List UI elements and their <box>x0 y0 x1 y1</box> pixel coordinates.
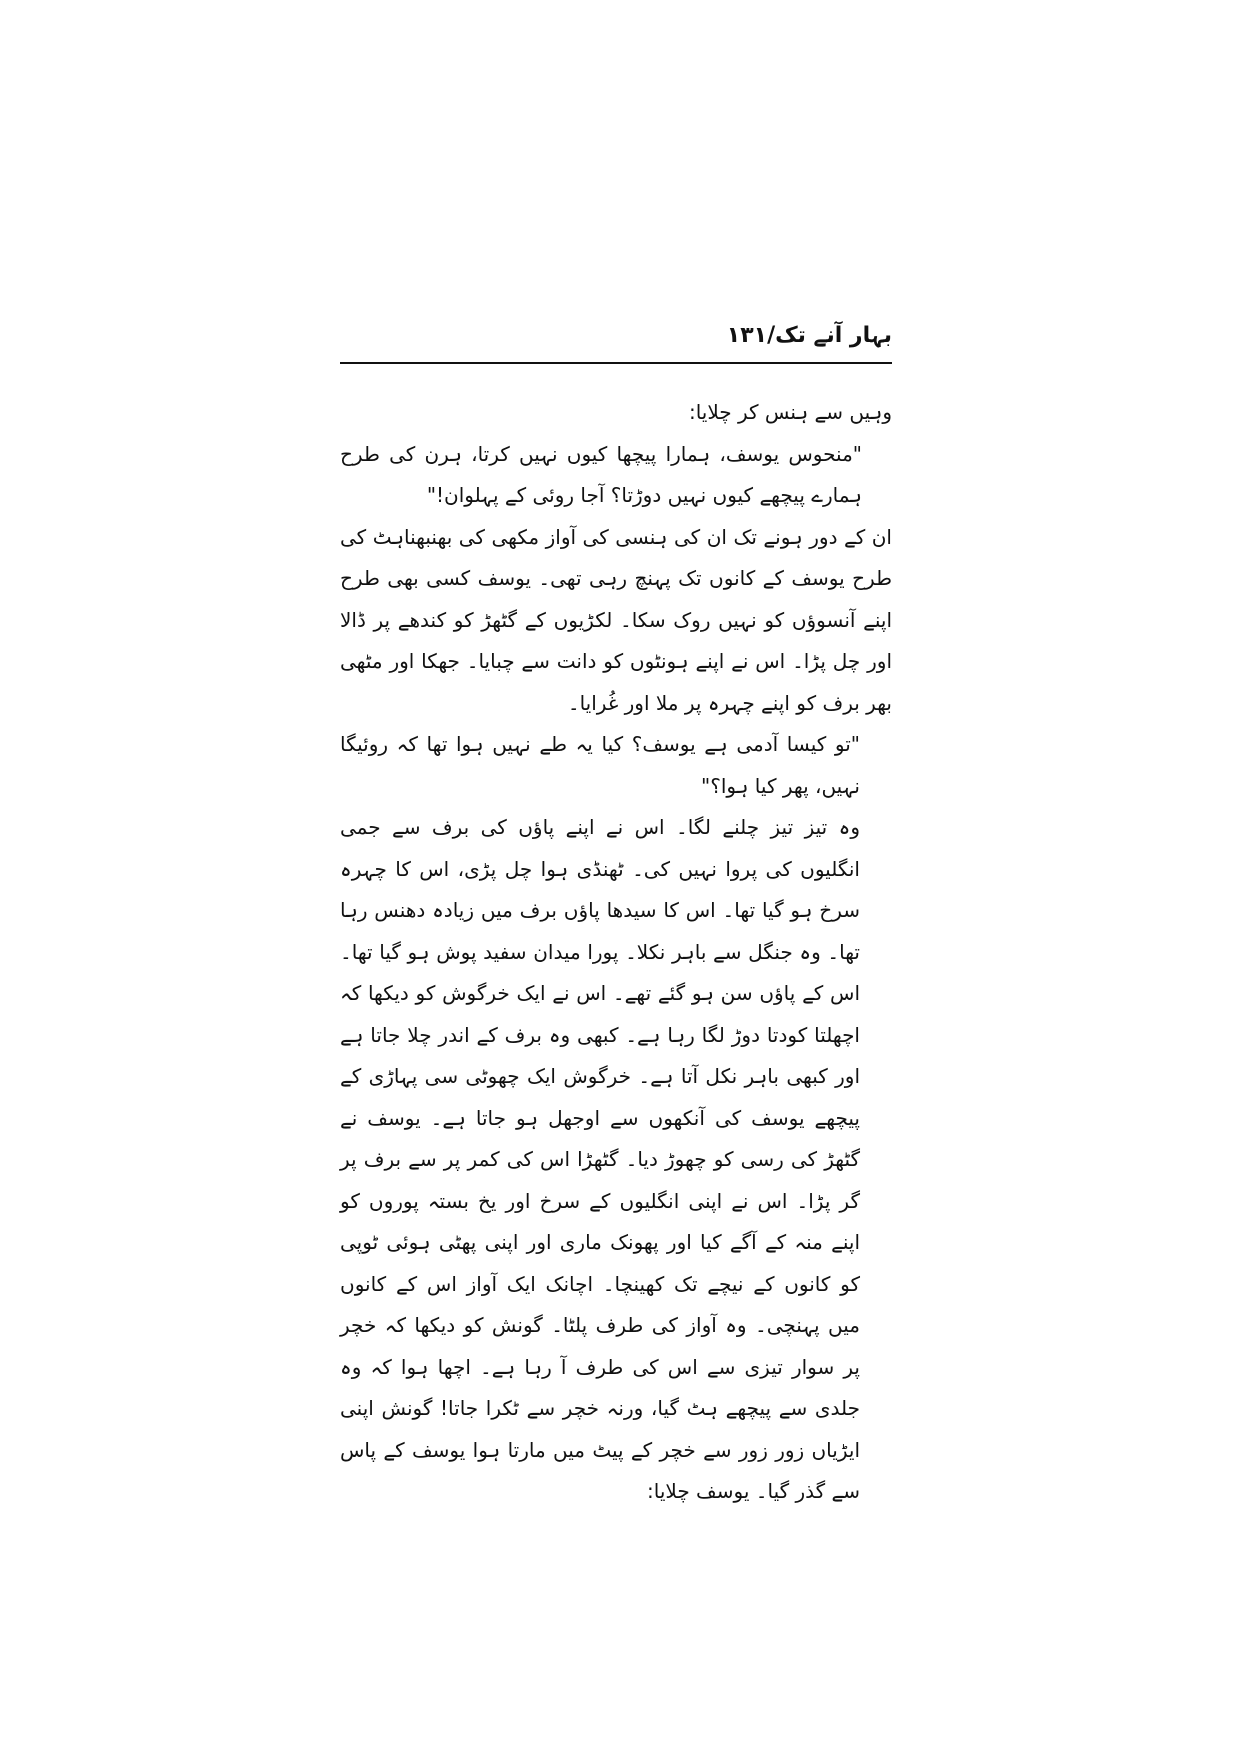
dialogue-paragraph: "منحوس یوسف، ہمارا پیچھا کیوں نہیں کرتا، ہرن کی طرح ہمارے پیچھے کیوں نہیں دوڑتا؟ آجا روئی کے پہلوان!" <box>340 441 862 507</box>
dialogue-paragraph: "تو کیسا آدمی ہے یوسف؟ کیا یہ طے نہیں ہوا تھا کہ روئیگا نہیں، پھر کیا ہوا؟" <box>340 732 860 798</box>
body-text <box>340 392 892 1513</box>
header-divider <box>340 362 892 364</box>
running-header <box>340 318 892 368</box>
paragraph: وہ تیز تیز چلنے لگا۔ اس نے اپنے پاؤں کی برف سے جمی انگلیوں کی پروا نہیں کی۔ ٹھنڈی ہوا چل پڑی، اس کا چہرہ سرخ ہو گیا تھا۔ اس کا سیدھا پاؤں برف میں زیادہ دھنس رہا تھا۔ وہ جنگل سے باہر نکلا۔ پورا میدان سفید پوش ہو گیا تھا۔ اس کے پاؤں سن ہو گئے تھے۔ اس نے ایک خرگوش کو دیکھا کہ اچھلتا کودتا دوڑ لگا رہا ہے۔ کبھی وہ برف کے اندر چلا جاتا ہے اور کبھی باہر نکل آتا ہے۔ خرگوش ایک چھوٹی سی پہاڑی کے پیچھے یوسف کی آنکھوں سے اوجھل ہو جاتا ہے۔ یوسف نے گٹھڑ کی رسی کو چھوڑ دیا۔ گٹھڑا اس کی کمر پر سے برف پر گر پڑا۔ اس نے اپنی انگلیوں کے سرخ اور یخ بستہ پوروں کو اپنے منہ کے آگے کیا اور پھونک ماری اور اپنی پھٹی ہوئی ٹوپی کو کانوں کے نیچے تک کھینچا۔ اچانک ایک آواز اس کے کانوں میں پہنچی۔ وہ آواز کی طرف پلٹا۔ گونش کو دیکھا کہ خچر پر سوار تیزی سے اس کی طرف آ رہا ہے۔ اچھا ہوا کہ وہ جلدی سے پیچھے ہٹ گیا، ورنہ خچر سے ٹکرا جاتا! گونش اپنی ایڑیاں زور زور سے خچر کے پیٹ میں مارتا ہوا یوسف کے پاس سے گذر گیا۔ یوسف چلایا: <box>340 815 860 1503</box>
paragraph: ان کے دور ہونے تک ان کی ہنسی کی آواز مکھی کی بھنبھناہٹ کی طرح یوسف کے کانوں تک پہنچ رہی تھی۔ یوسف کسی بھی طرح اپنے آنسوؤں کو نہیں روک سکا۔ لکڑیوں کے گٹھڑ کو کندھے پر ڈالا اور چل پڑا۔ اس نے اپنے ہونٹوں کو دانت سے چبایا۔ جھکا اور مٹھی بھر برف کو اپنے چہرہ پر ملا اور غُرایا۔ <box>340 524 892 715</box>
paragraph: وہیں سے ہنس کر چلایا: <box>688 400 892 424</box>
running-title: بہار آنے تک/۱۳۱ <box>726 323 892 348</box>
